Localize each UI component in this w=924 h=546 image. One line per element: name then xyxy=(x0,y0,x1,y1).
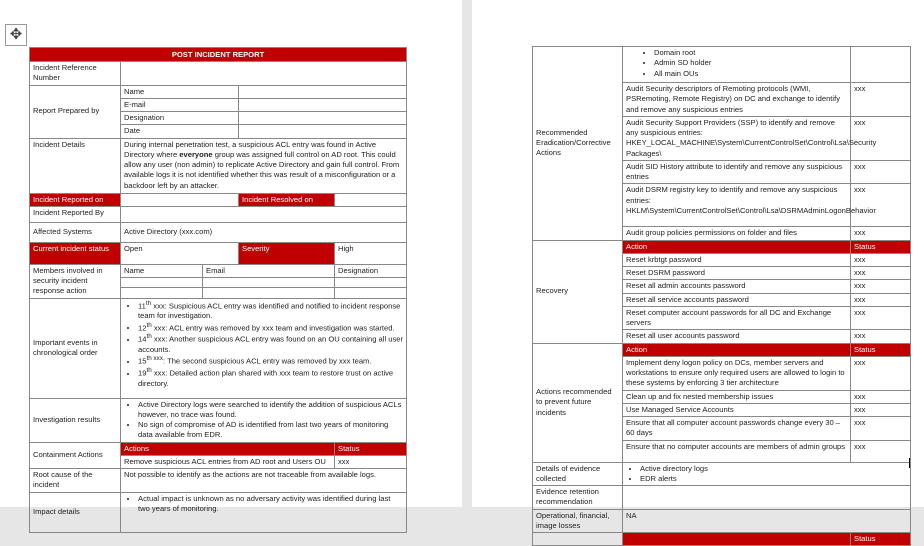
document-page-right xyxy=(472,0,924,543)
reported-on-value[interactable] xyxy=(121,193,239,206)
containment-action-item[interactable]: Remove suspicious ACL entries from AD root and Users OU xyxy=(121,455,335,468)
cut-off-status-header: Status xyxy=(851,533,911,546)
scope-status-cell[interactable] xyxy=(851,47,911,83)
evidence-label: Details of evidence collected xyxy=(533,462,623,486)
report-table-continued xyxy=(532,46,911,546)
severity-label: Severity xyxy=(239,242,335,264)
evidence-list xyxy=(626,464,907,485)
date-value[interactable] xyxy=(239,125,407,138)
eradication-status[interactable]: xxx xyxy=(851,83,911,117)
report-title: POST INCIDENT REPORT xyxy=(30,48,407,62)
prevent-item[interactable]: Ensure that all computer account passwords change every 30 – 60 days xyxy=(623,417,851,441)
recovery-item[interactable]: Reset all admin accounts password xyxy=(623,280,851,293)
recovery-action-header: Action xyxy=(623,240,851,253)
containment-label: Containment Actions xyxy=(30,442,121,469)
email-label: E-mail xyxy=(121,98,239,111)
containment-actions-header: Actions xyxy=(121,442,335,455)
containment-status-header: Status xyxy=(335,442,407,455)
affected-systems-value[interactable]: Active Directory (xxx.com) xyxy=(121,222,407,242)
date-label: Date xyxy=(121,125,239,138)
recovery-status-header: Status xyxy=(851,240,911,253)
recovery-status[interactable]: xxx xyxy=(851,253,911,266)
recovery-item[interactable]: Reset DSRM password xyxy=(623,267,851,280)
recommended-actions-label: Recommended Eradication/Corrective Actions xyxy=(533,47,623,241)
prevent-status[interactable]: xxx xyxy=(851,403,911,416)
prevent-status[interactable]: xxx xyxy=(851,417,911,441)
evidence-item: • EDR alerts xyxy=(640,474,907,484)
designation-label: Designation xyxy=(121,112,239,125)
scope-bullets-cell[interactable] xyxy=(623,47,851,83)
investigation-list xyxy=(124,400,403,441)
investigation-cell[interactable] xyxy=(121,398,407,442)
name-value[interactable] xyxy=(239,85,407,98)
eradication-status[interactable]: xxx xyxy=(851,116,911,160)
email-value[interactable] xyxy=(239,98,407,111)
everyone-bold: everyone xyxy=(179,149,213,159)
impact-list xyxy=(124,494,403,515)
incident-reference-label: Incident Reference Number xyxy=(30,62,121,86)
prevent-status[interactable]: xxx xyxy=(851,440,911,462)
retention-label: Evidence retention recommendation xyxy=(533,486,623,510)
severity-value[interactable]: High xyxy=(335,242,407,264)
scope-list xyxy=(626,48,847,79)
root-cause-value[interactable]: Not possible to identify as the actions are not traceable from available logs. xyxy=(121,469,407,493)
impact-cell[interactable] xyxy=(121,492,407,532)
event-item: • 19th xxx: Detailed action plan shared with xxx team to restore trust on active directory. xyxy=(138,367,403,389)
recovery-status[interactable]: xxx xyxy=(851,280,911,293)
events-list xyxy=(124,300,403,390)
eradication-item[interactable]: Audit Security Support Providers (SSP) to identify and remove any suspicious entries: HKEY_LOCAL_MACHINE\System\CurrentControlSet\Control\Lsa\Security Packages\ xyxy=(623,116,851,160)
cut-off-action-header xyxy=(623,533,851,546)
incident-details-label: Incident Details xyxy=(30,138,121,193)
eradication-status[interactable]: xxx xyxy=(851,160,911,184)
scope-item: • Admin SD holder xyxy=(654,58,847,68)
members-email-header: Email xyxy=(203,264,335,277)
resolved-on-label: Incident Resolved on xyxy=(239,193,335,206)
prevent-action-header: Action xyxy=(623,343,851,356)
prevent-item[interactable]: Ensure that no computer accounts are members of admin groups xyxy=(623,440,851,462)
reported-by-label: Incident Reported By xyxy=(30,206,121,222)
current-status-value[interactable]: Open xyxy=(121,242,239,264)
name-label: Name xyxy=(121,85,239,98)
recovery-item[interactable]: Reset all user accounts password xyxy=(623,330,851,343)
operational-losses-label: Operational, financial, image losses xyxy=(533,509,623,533)
prevent-item[interactable]: Clean up and fix nested membership issues xyxy=(623,390,851,403)
table-move-icon[interactable]: ✥ xyxy=(5,24,27,46)
scope-item: • Domain root xyxy=(654,48,847,58)
prevent-item[interactable]: Use Managed Service Accounts xyxy=(623,403,851,416)
members-label: Members involved in security incident response action xyxy=(30,264,121,298)
recovery-status[interactable]: xxx xyxy=(851,293,911,306)
eradication-item[interactable]: Audit group policies permissions on folder and files xyxy=(623,227,851,240)
retention-value[interactable] xyxy=(623,486,911,510)
event-item: • $15^{th xxx}$: The second suspicious ACL entry was removed by xxx team. xyxy=(138,355,403,367)
prevent-status[interactable]: xxx xyxy=(851,356,911,390)
impact-item: • Actual impact is unknown as no adversary activity was identified during last two years of monitoring. xyxy=(138,494,403,515)
members-name-header: Name xyxy=(121,264,203,277)
investigation-label: Investigation results xyxy=(30,398,121,442)
text-cursor xyxy=(909,458,910,468)
event-item: • 12th xxx: ACL entry was removed by xxx team and investigation was started. xyxy=(138,322,403,334)
eradication-item[interactable]: Audit DSRM registry key to identify and remove any suspicious entries: HKLM\System\CurrentControlSet\Control\Lsa\DSRMAdminLogonBehavior xyxy=(623,184,851,227)
eradication-status[interactable]: xxx xyxy=(851,184,911,227)
reported-by-value[interactable] xyxy=(121,206,407,222)
evidence-cell[interactable] xyxy=(623,462,911,486)
cut-off-row-label xyxy=(533,533,623,546)
document-page-left xyxy=(0,0,462,516)
designation-value[interactable] xyxy=(239,112,407,125)
current-status-label: Current incident status xyxy=(30,242,121,264)
investigation-item: • Active Directory logs were searched to identify the addition of suspicious ACLs however, no trace was found. xyxy=(138,400,403,421)
investigation-item: • No sign of compromise of AD is identified from last two years of monitoring data available from EDR. xyxy=(138,420,403,441)
operational-losses-value[interactable]: NA xyxy=(623,509,911,533)
root-cause-label: Root cause of the incident xyxy=(30,469,121,493)
event-item: • 11th xxx: Suspicious ACL entry was identified and notified to incident response team for investigation. xyxy=(138,300,403,322)
event-item: • 14th xxx: Another suspicious ACL entry was found on an OU containing all user accounts. xyxy=(138,333,403,355)
eradication-item[interactable]: Audit SID History attribute to identify and remove any suspicious entries xyxy=(623,160,851,184)
containment-status-value[interactable]: xxx xyxy=(335,455,407,468)
recovery-status[interactable]: xxx xyxy=(851,267,911,280)
evidence-item: • Active directory logs xyxy=(640,464,907,474)
member-name-cell[interactable] xyxy=(121,278,203,288)
incident-details-text[interactable]: During internal penetration test, a suspicious ACL entry was found in Active Directory where everyone group was assigned full control on AD root. This could allow any user (non admin) to replicate Active Directory and gain full control. From available logs it is not identified whether this was result of a misconfiguration or a backdoor left by an attacker. xyxy=(121,138,407,193)
member-email-cell[interactable] xyxy=(203,278,335,288)
incident-reference-value[interactable] xyxy=(121,62,407,86)
reported-on-label: Incident Reported on xyxy=(30,193,121,206)
recovery-status[interactable]: xxx xyxy=(851,330,911,343)
prevent-item[interactable]: Implement deny logon policy on DCs, member servers and workstations to ensure only required users are allowed to login to these systems by enforcing 3 tier architecture xyxy=(623,356,851,390)
events-list-cell[interactable] xyxy=(121,298,407,398)
events-label: Important events in chronological order xyxy=(30,298,121,398)
affected-systems-label: Affected Systems xyxy=(30,222,121,242)
member-name-cell[interactable] xyxy=(121,288,203,298)
prevent-status-header: Status xyxy=(851,343,911,356)
eradication-status[interactable]: xxx xyxy=(851,227,911,240)
recovery-status[interactable]: xxx xyxy=(851,306,911,330)
incident-report-table xyxy=(29,47,407,533)
impact-label: Impact details xyxy=(30,492,121,532)
eradication-item[interactable]: Audit Security descriptors of Remoting protocols (WMI, PSRemoting, Remote Registry) on DC and exchange to identify and remove any suspicious entries xyxy=(623,83,851,117)
prevent-actions-label: Actions recommended to prevent future incidents xyxy=(533,343,623,462)
recovery-item[interactable]: Reset all service accounts password xyxy=(623,293,851,306)
prevent-status[interactable]: xxx xyxy=(851,390,911,403)
recovery-item[interactable]: Reset krbtgt password xyxy=(623,253,851,266)
members-designation-header: Designation xyxy=(335,264,407,277)
scope-item: • All main OUs xyxy=(654,69,847,79)
recovery-item[interactable]: Reset computer account passwords for all DC and Exchange servers xyxy=(623,306,851,330)
prepared-by-label: Report Prepared by xyxy=(30,85,121,138)
recovery-label: Recovery xyxy=(533,240,623,343)
member-email-cell[interactable] xyxy=(203,288,335,298)
member-designation-cell[interactable] xyxy=(335,288,407,298)
resolved-on-value[interactable] xyxy=(335,193,407,206)
member-designation-cell[interactable] xyxy=(335,278,407,288)
